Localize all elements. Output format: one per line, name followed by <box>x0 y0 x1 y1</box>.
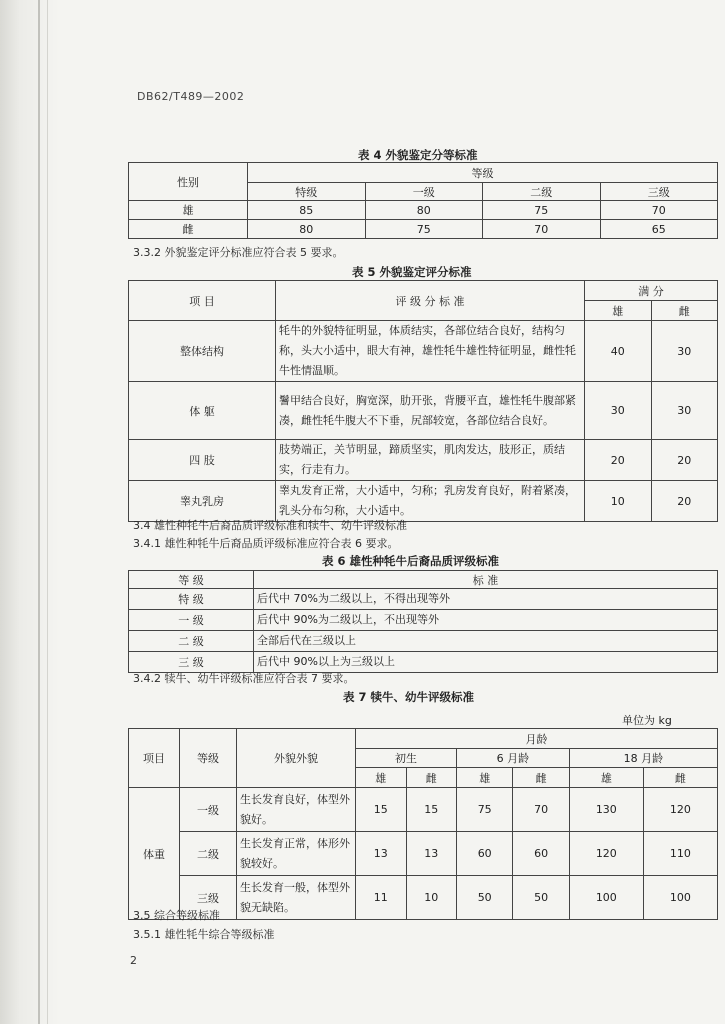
table7-grade: 二级 <box>180 832 237 876</box>
table-row <box>129 610 718 631</box>
table5-female-score: 30 <box>651 382 718 440</box>
table7-cell: 75 <box>457 788 513 832</box>
table6-header-standard: 标 准 <box>254 571 718 589</box>
table4-cell: 75 <box>483 201 601 220</box>
page-number: 2 <box>130 954 137 967</box>
table5-male-score: 40 <box>585 321 652 382</box>
table7-cell: 13 <box>356 832 407 876</box>
table7-item: 体重 <box>129 788 180 920</box>
table5-standard: 牦牛的外貌特征明显，体质结实，各部位结合良好，结构匀称，头大小适中，眼大有神，雄性牦牛雄性特征明显，雌性牦牛性情温顺。 <box>276 321 585 382</box>
scan-line <box>38 0 40 1024</box>
table7-unit: 单位为 kg <box>622 714 672 727</box>
paragraph-3-5-1: 3.5.1 雄性牦牛综合等级标准 <box>133 928 275 941</box>
table7-header-appearance: 外貌外貌 <box>237 729 356 788</box>
table6-standard: 后代中 90%以上为三级以上 <box>254 652 718 673</box>
table7-age: 初生 <box>356 749 457 768</box>
table7-cell: 100 <box>569 876 643 920</box>
table5-header-female: 雌 <box>651 301 718 321</box>
table5-female-score: 30 <box>651 321 718 382</box>
table7-sex: 雄 <box>569 768 643 788</box>
table7-appearance: 生长发育一般，体型外貌无缺陷。 <box>237 876 356 920</box>
table-row <box>129 832 718 876</box>
table7-cell: 60 <box>457 832 513 876</box>
table-row <box>129 220 718 239</box>
table4 <box>128 162 718 239</box>
table7-caption: 表 7 犊牛、幼牛评级标准 <box>343 690 475 704</box>
table7-cell: 130 <box>569 788 643 832</box>
table6-standard: 后代中 70%为二级以上，不得出现等外 <box>254 589 718 610</box>
table6-grade: 三 级 <box>129 652 254 673</box>
table6-standard: 后代中 90%为二级以上，不出现等外 <box>254 610 718 631</box>
table7-sex: 雄 <box>356 768 407 788</box>
table5-header-male: 雄 <box>585 301 652 321</box>
table-row <box>129 321 718 382</box>
table6 <box>128 570 718 673</box>
table7-appearance: 生长发育正常，体形外貌较好。 <box>237 832 356 876</box>
scan-line <box>47 0 48 1024</box>
table5-item: 整体结构 <box>129 321 276 382</box>
table-row <box>129 481 718 522</box>
table7-cell: 15 <box>406 788 457 832</box>
table5-standard: 睾丸发育正常，大小适中，匀称；乳房发育良好，附着紧凑，乳头分布匀称，大小适中。 <box>276 481 585 522</box>
document-code: DB62/T489—2002 <box>137 90 245 103</box>
table7-cell: 15 <box>356 788 407 832</box>
table7 <box>128 728 718 920</box>
table5-standard: 鬐甲结合良好，胸宽深，肋开张，背腰平直，雄性牦牛腹部紧凑，雌性牦牛腹大不下垂，尻部较宽，各部位结合良好。 <box>276 382 585 440</box>
table6-grade: 特 级 <box>129 589 254 610</box>
table-row <box>129 589 718 610</box>
table7-cell: 70 <box>513 788 569 832</box>
table4-sex: 雄 <box>129 201 248 220</box>
table7-grade: 三级 <box>180 876 237 920</box>
table7-sex: 雌 <box>406 768 457 788</box>
paragraph-3-4-2: 3.4.2 犊牛、幼牛评级标准应符合表 7 要求。 <box>133 672 355 685</box>
table5-item: 体 躯 <box>129 382 276 440</box>
table5-header-full: 满 分 <box>585 281 718 301</box>
table4-cell: 75 <box>365 220 483 239</box>
table4-cell: 80 <box>248 220 366 239</box>
table5-header-standard: 评 级 分 标 准 <box>276 281 585 321</box>
table7-header-grade: 等级 <box>180 729 237 788</box>
table-row <box>129 440 718 481</box>
table-row <box>129 382 718 440</box>
table5-standard: 肢势端正，关节明显，蹄质坚实，肌肉发达，肢形正，质结实，行走有力。 <box>276 440 585 481</box>
table7-header-age: 月龄 <box>356 729 718 749</box>
table7-cell: 50 <box>513 876 569 920</box>
table5-caption: 表 5 外貌鉴定评分标准 <box>352 265 472 279</box>
table-row <box>129 788 718 832</box>
table4-cell: 80 <box>365 201 483 220</box>
table4-caption: 表 4 外貌鉴定分等标准 <box>358 148 478 162</box>
table5 <box>128 280 718 522</box>
table7-cell: 10 <box>406 876 457 920</box>
table7-cell: 100 <box>643 876 717 920</box>
paragraph-3-3-2: 3.3.2 外貌鉴定评分标准应符合表 5 要求。 <box>133 246 344 259</box>
table5-female-score: 20 <box>651 440 718 481</box>
table5-male-score: 30 <box>585 382 652 440</box>
table4-cell: 70 <box>483 220 601 239</box>
table7-cell: 11 <box>356 876 407 920</box>
table7-cell: 120 <box>643 788 717 832</box>
scan-shadow <box>0 0 60 1024</box>
table7-cell: 50 <box>457 876 513 920</box>
table6-grade: 二 级 <box>129 631 254 652</box>
table7-cell: 60 <box>513 832 569 876</box>
table-row <box>129 631 718 652</box>
table4-grade: 一级 <box>365 183 483 201</box>
table5-female-score: 20 <box>651 481 718 522</box>
table6-caption: 表 6 雄性种牦牛后裔品质评级标准 <box>322 554 500 568</box>
paragraph-3-5: 3.5 综合等级标准 <box>133 909 220 922</box>
paragraph-3-4-1: 3.4.1 雄性种牦牛后裔品质评级标准应符合表 6 要求。 <box>133 537 399 550</box>
table4-sex: 雌 <box>129 220 248 239</box>
table7-header-item: 项目 <box>129 729 180 788</box>
paragraph-3-4: 3.4 雄性种牦牛后裔品质评级标准和犊牛、幼牛评级标准 <box>133 519 407 532</box>
table5-item: 四 肢 <box>129 440 276 481</box>
table4-header-sex: 性别 <box>129 163 248 201</box>
table4-grade: 特级 <box>248 183 366 201</box>
table4-cell: 85 <box>248 201 366 220</box>
table7-cell: 13 <box>406 832 457 876</box>
table7-age: 6 月龄 <box>457 749 570 768</box>
table7-sex: 雌 <box>643 768 717 788</box>
table5-male-score: 20 <box>585 440 652 481</box>
table4-grade: 二级 <box>483 183 601 201</box>
table5-item: 睾丸乳房 <box>129 481 276 522</box>
table7-appearance: 生长发育良好，体型外貌好。 <box>237 788 356 832</box>
table7-cell: 120 <box>569 832 643 876</box>
table4-header-grade: 等级 <box>248 163 718 183</box>
table5-header-item: 项 目 <box>129 281 276 321</box>
table4-cell: 70 <box>600 201 718 220</box>
table5-male-score: 10 <box>585 481 652 522</box>
table7-age: 18 月龄 <box>569 749 717 768</box>
table-row <box>129 201 718 220</box>
table4-grade: 三级 <box>600 183 718 201</box>
table7-grade: 一级 <box>180 788 237 832</box>
table4-cell: 65 <box>600 220 718 239</box>
table7-cell: 110 <box>643 832 717 876</box>
table7-sex: 雌 <box>513 768 569 788</box>
table6-standard: 全部后代在三级以上 <box>254 631 718 652</box>
table6-header-grade: 等 级 <box>129 571 254 589</box>
table6-grade: 一 级 <box>129 610 254 631</box>
table7-sex: 雄 <box>457 768 513 788</box>
